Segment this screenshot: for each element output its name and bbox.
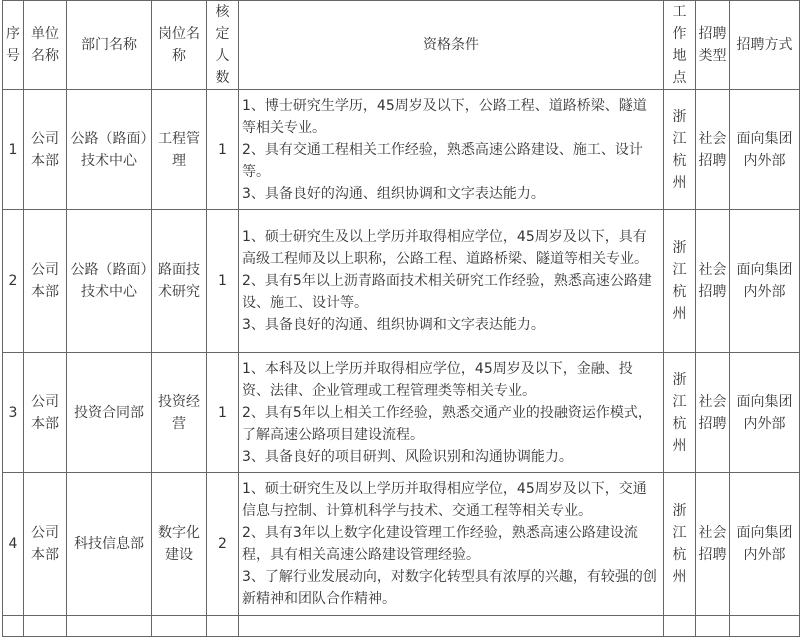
header-recruit-method: 招聘方式 — [730, 1, 800, 90]
cell-recruit-type: 社会招聘 — [696, 473, 730, 616]
cell-quota: 1 — [207, 90, 239, 210]
cell-recruit-method: 面向集团内外部 — [730, 210, 800, 353]
table-row — [3, 473, 800, 616]
requirement-item: 1、硕士研究生及以上学历并取得相应学位，45周岁及以下，具有高级工程师及以上职称，公路工程、道路桥梁、隧道等相关专业。 — [242, 229, 648, 267]
cell-quota: 1 — [207, 353, 239, 473]
cell-recruit-type: 社会招聘 — [696, 210, 730, 353]
cell-position: 数字化建设 — [152, 473, 207, 616]
cell-requirements — [239, 473, 664, 616]
header-unit: 单位名称 — [24, 1, 67, 90]
requirement-item: 3、具备良好的项目研判、风险识别和沟通协调能力。 — [242, 448, 573, 465]
table-row — [3, 353, 800, 473]
requirement-item: 2、具有5年以上相关工作经验，熟悉交通产业的投融资运作模式，了解高速公路项目建设流程。 — [242, 404, 652, 443]
cell-recruit-method: 面向集团内外部 — [730, 90, 800, 210]
requirement-item: 1、硕士研究生及以上学历并取得相应学位，45周岁及以下，交通信息与控制、计算机科学与技术、交通工程等相关专业。 — [242, 481, 647, 519]
cell-index: 2 — [3, 210, 24, 353]
cell-unit: 公司本部 — [24, 210, 67, 353]
header-quota: 核定人数 — [207, 1, 239, 90]
cell-index: 4 — [3, 473, 24, 616]
cell-dept: 投资合同部 — [67, 353, 152, 473]
cell-position: 路面技术研究 — [152, 210, 207, 353]
cell-dept: 科技信息部 — [67, 473, 152, 616]
cell-unit: 公司本部 — [24, 90, 67, 210]
cell-recruit-type: 社会招聘 — [696, 353, 730, 473]
cell-index: 1 — [3, 90, 24, 210]
cell-unit: 公司本部 — [24, 353, 67, 473]
requirement-item: 3、具备良好的沟通、组织协调和文字表达能力。 — [242, 317, 545, 333]
cell-quota: 2 — [207, 473, 239, 616]
cell-location: 浙江杭州 — [664, 210, 696, 353]
cell-quota: 1 — [207, 210, 239, 353]
requirement-item: 3、具备良好的沟通、组织协调和文字表达能力。 — [242, 185, 545, 202]
header-position: 岗位名称 — [152, 1, 207, 90]
cell-location: 浙江杭州 — [664, 90, 696, 210]
requirement-item: 1、博士研究生学历，45周岁及以下，公路工程、道路桥梁、隧道等相关专业。 — [242, 97, 647, 136]
table-row — [3, 90, 800, 210]
header-dept: 部门名称 — [67, 1, 152, 90]
requirement-item: 2、具有5年以上沥青路面技术相关研究工作经验，熟悉高速公路建设、施工、设计等。 — [242, 273, 652, 311]
cell-position: 投资经营 — [152, 353, 207, 473]
table-row-partial — [3, 616, 800, 637]
table-row — [3, 210, 800, 353]
table-header-row — [3, 1, 800, 90]
header-recruit-type: 招聘类型 — [696, 1, 730, 90]
cell-requirements — [239, 353, 664, 473]
requirement-item: 2、具有交通工程相关工作经验，熟悉高速公路建设、施工、设计等。 — [242, 141, 643, 180]
cell-location: 浙江杭州 — [664, 353, 696, 473]
cell-dept: 公路（路面）技术中心 — [67, 90, 152, 210]
job-table — [2, 0, 800, 637]
cell-requirements — [239, 210, 664, 353]
header-index: 序号 — [3, 1, 24, 90]
cell-recruit-method: 面向集团内外部 — [730, 473, 800, 616]
cell-unit: 公司本部 — [24, 473, 67, 616]
cell-index: 3 — [3, 353, 24, 473]
header-requirements: 资格条件 — [239, 1, 664, 90]
header-location: 工作地点 — [664, 1, 696, 90]
cell-recruit-type: 社会招聘 — [696, 90, 730, 210]
requirement-item: 1、本科及以上学历并取得相应学位，45周岁及以下，金融、投资、法律、企业管理或工程管理类等相关专业。 — [242, 360, 633, 399]
requirement-item: 2、具有3年以上数字化建设管理工作经验，熟悉高速公路建设流程，具有相关高速公路建设管理经验。 — [242, 525, 638, 563]
requirement-item: 3、了解行业发展动向，对数字化转型具有浓厚的兴趣，有较强的创新精神和团队合作精神。 — [242, 569, 657, 607]
cell-recruit-method: 面向集团内外部 — [730, 353, 800, 473]
cell-position: 工程管理 — [152, 90, 207, 210]
cell-dept: 公路（路面）技术中心 — [67, 210, 152, 353]
cell-requirements — [239, 90, 664, 210]
cell-location: 浙江杭州 — [664, 473, 696, 616]
